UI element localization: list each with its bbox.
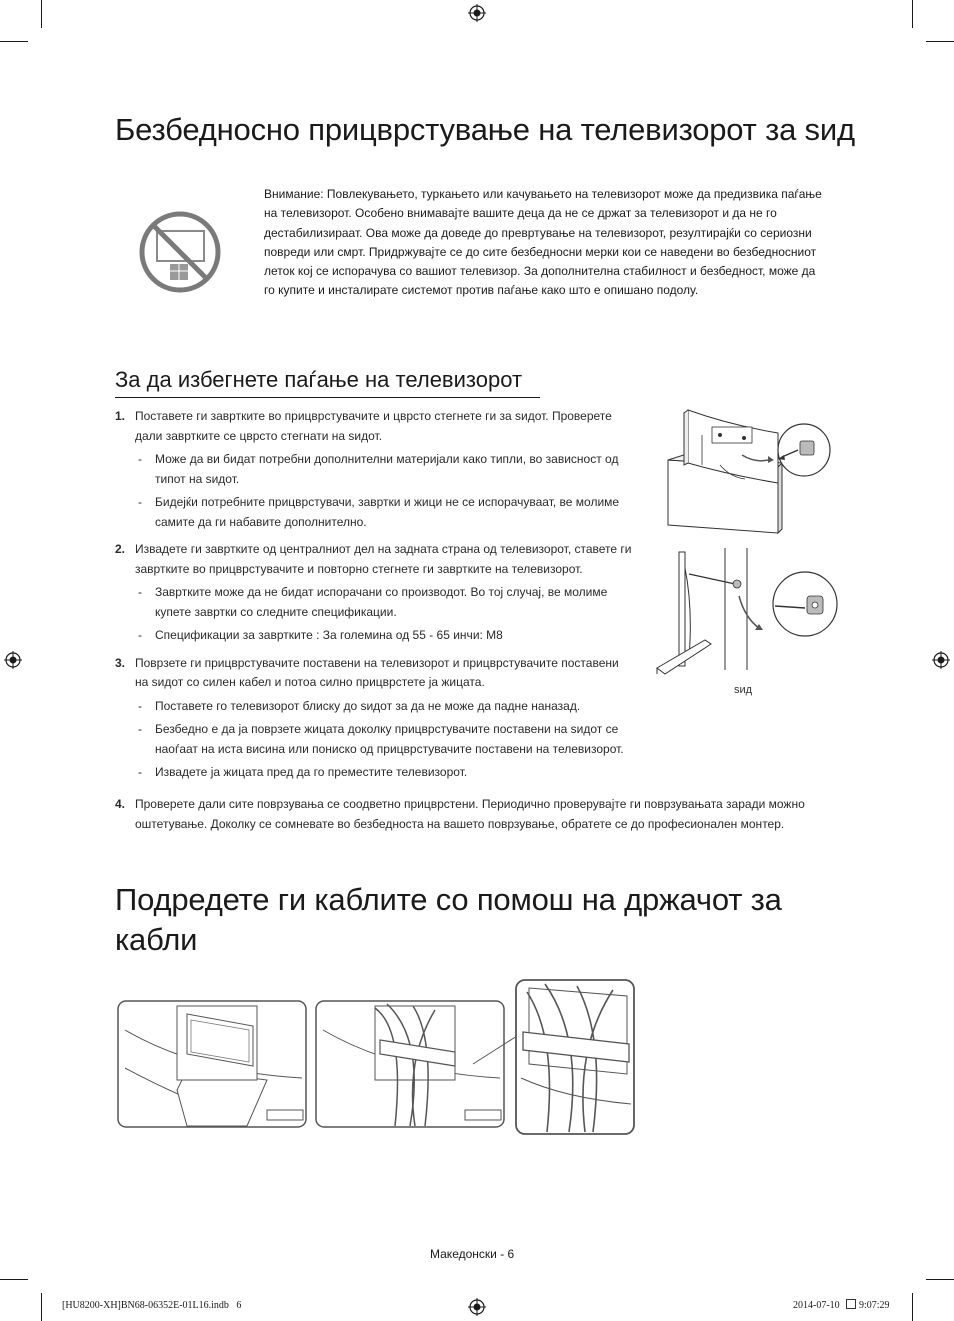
registration-mark-icon — [468, 1298, 486, 1316]
list-item: - Поставете го телевизорот блиску до ѕидот за да не може да падне наназад. — [115, 697, 635, 717]
wall-label: ѕид — [734, 684, 753, 696]
crop-mark — [0, 1279, 28, 1280]
print-date: 2014-07-10 — [793, 1300, 840, 1311]
step-text: Поврзете ги прицврстувачите поставени на телевизорот и прицврстувачите поставени на ѕидот со силен кабел и потоа силно прицврстете ја жицата. — [135, 655, 619, 689]
note-text: Може да ви бидат потребни дополнителни материјали како типли, во зависност од типот на ѕидот. — [155, 452, 619, 486]
registration-mark-icon — [4, 651, 22, 669]
no-climbing-icon — [137, 209, 223, 295]
crop-mark — [926, 1279, 954, 1280]
note-text: Бидејќи потребните прицврстувачи, завртки и жици не се испорачуваат, ве молиме самите да ги набавите дополнително. — [155, 495, 620, 529]
registration-mark-icon — [932, 651, 950, 669]
steps-list — [115, 407, 635, 783]
list-item: - Безбедно е да ја поврзете жицата доколку прицврстувачите поставени на ѕидот се наоѓаат на иста висина или пониско од прицврстувачите поставени на телевизорот. — [115, 720, 635, 759]
list-item: - Може да ви бидат потребни дополнителни материјали како типли, во зависност од типот на ѕидот. — [115, 450, 635, 489]
list-item — [115, 540, 635, 579]
cable-holder-zoom-illustration — [465, 978, 637, 1138]
print-time: 9:07:29 — [859, 1300, 890, 1311]
print-time-icon — [846, 1299, 856, 1309]
note-text: Поставете го телевизорот блиску до ѕидот за да не може да падне наназад. — [155, 698, 581, 713]
step-number: 4. — [115, 797, 126, 811]
list-item: - Спецификации за завртките : За големина од 55 - 65 инчи: M8 — [115, 626, 635, 646]
list-item: - Завртките може да не бидат испорачани со производот. Во тој случај, ве молиме купете завртки со следните спецификации. — [115, 583, 635, 622]
note-text: Завртките може да не бидат испорачани со производот. Во тој случај, ве молиме купете завртки со следните спецификации. — [155, 585, 608, 619]
crop-mark — [926, 41, 954, 42]
crop-mark — [912, 0, 913, 28]
step-text: Извадете ги завртките од централниот дел на задната страна од телевизорот, ставете ги завртките во прицврстувачите и повторно стегнете ги завртките на телевизорот. — [135, 542, 632, 576]
wall-cable-illustration — [655, 548, 840, 676]
tv-bracket-illustration — [660, 405, 835, 535]
crop-mark — [41, 1293, 42, 1321]
step-number: 2. — [115, 542, 126, 556]
step-text: Поставете ги завртките во прицврстувачите и цврсто стегнете ги за ѕидот. Проверете дали завртките се цврсто стегнати на ѕидот. — [135, 409, 612, 443]
list-item — [115, 654, 635, 693]
section-heading: За да избегнете паѓање на телевизорот — [115, 366, 540, 398]
step-number: 3. — [115, 655, 126, 670]
list-item — [115, 407, 635, 446]
step-text: Проверете дали сите поврзувања се соодветно прицврстени. Периодично проверувајте ги поврзувањата заради можно оштетување. Доколку се сомневате во безбедноста на вашето поврзување, обратете се до професионален монтер. — [135, 797, 805, 831]
file-info: [HU8200-XH]BN68-06352E-01L16.indb 6 — [62, 1300, 242, 1311]
crop-mark — [0, 41, 28, 42]
step-number: 1. — [115, 409, 126, 423]
list-item — [115, 795, 815, 834]
page-title: Безбедносно прицврстување на телевизорот за ѕид — [115, 112, 855, 147]
crop-mark — [912, 1293, 913, 1321]
list-item: - Бидејќи потребните прицврстувачи, завртки и жици не се испорачуваат, ве молиме самите да ги набавите дополнително. — [115, 493, 635, 532]
note-text: Спецификации за завртките : За големина од 55 - 65 инчи: M8 — [155, 628, 503, 642]
page-number: Македонски - 6 — [430, 1247, 515, 1261]
cable-holder-step1-illustration — [117, 1000, 307, 1128]
registration-mark-icon — [468, 4, 486, 22]
section-title: Подредете ги каблите со помош на држачот за кабли — [115, 882, 782, 957]
note-text: Безбедно е да ја поврзете жицата доколку прицврстувачите поставени на ѕидот се наоѓаат на иста висина или пониско од прицврстувачите поставени на телевизорот. — [155, 722, 624, 756]
crop-mark — [41, 0, 42, 28]
warning-text: Внимание: Повлекувањето, туркањето или качувањето на телевизорот може да предизвика паѓање на телевизорот. Особено внимавајте вашите деца да не се држат за телевизорот и да не го дестабилизираат. Ова може да доведе до превртување на телевизорот, резултирајќи со сериозни повреди или смрт. Придржувајте се до сите безбедносни мерки кои се наведени во безбедносниот леток кој се испорачува со вашиот телевизор. За дополнителна стабилност и безбедност, може да го купите и инсталирате системот против паѓање како што е опишано подолу. — [264, 187, 822, 298]
note-text: Извадете ја жицата пред да го преместите телевизорот. — [155, 765, 468, 779]
list-item: - Извадете ја жицата пред да го преместите телевизорот. — [115, 763, 635, 783]
